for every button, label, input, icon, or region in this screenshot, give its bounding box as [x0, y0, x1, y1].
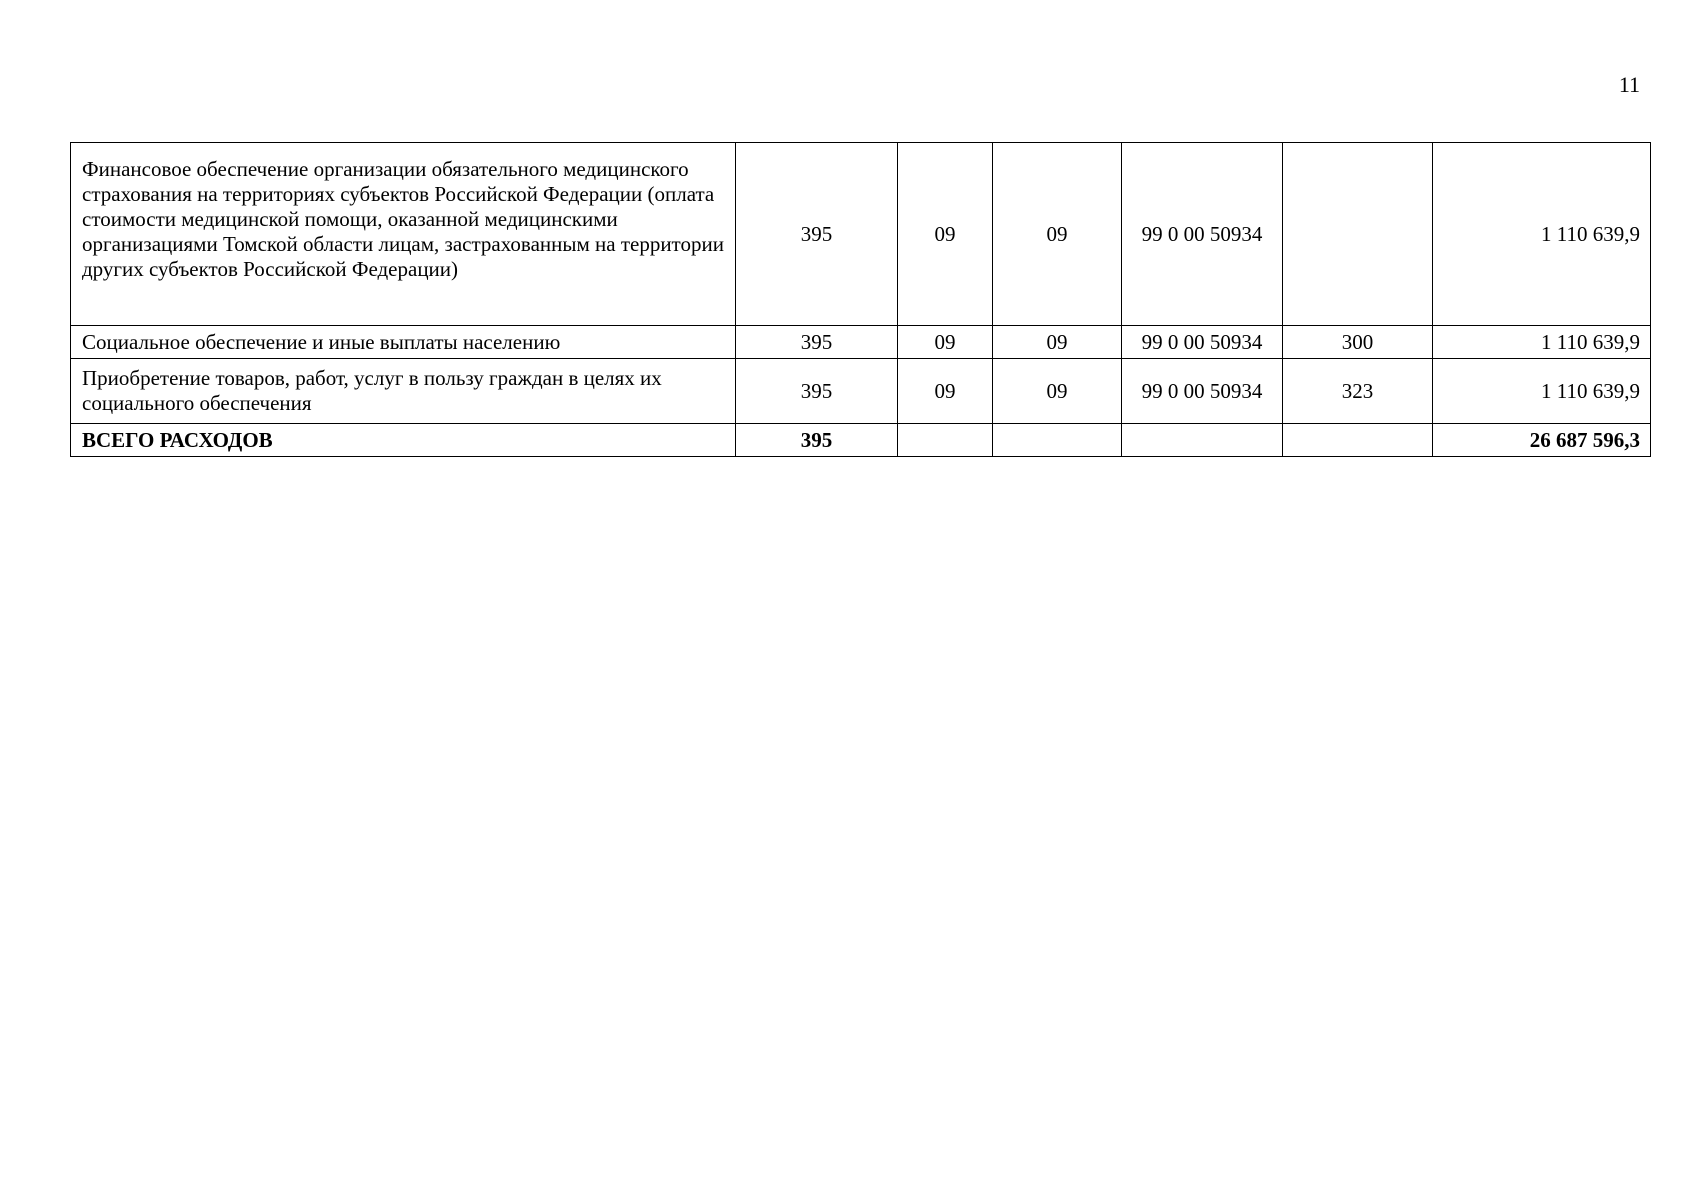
budget-table: [70, 142, 1651, 457]
row-code: 395: [736, 326, 898, 359]
row-code: 395: [736, 359, 898, 424]
table-total-row: [71, 424, 1651, 457]
page-number: 11: [1618, 72, 1640, 97]
total-label: ВСЕГО РАСХОДОВ: [71, 424, 736, 457]
row-description: Финансовое обеспечение организации обязательного медицинского страхования на территориях субъектов Российской Федерации (оплата стоимости медицинской помощи, оказанной медицинскими организациями Томской области лицам, застрахованным на территории других субъектов Российской Федерации): [71, 143, 736, 326]
row-description: Приобретение товаров, работ, услуг в пользу граждан в целях их социального обеспечения: [71, 359, 736, 424]
row-target-article: 99 0 00 50934: [1122, 326, 1283, 359]
row-amount: 1 110 639,9: [1433, 143, 1651, 326]
row-subsection: 09: [993, 143, 1122, 326]
table-row: [71, 143, 1651, 326]
row-expense-type: 323: [1283, 359, 1433, 424]
row-amount: 1 110 639,9: [1433, 326, 1651, 359]
row-subsection: 09: [993, 359, 1122, 424]
row-section: 09: [898, 326, 993, 359]
table-row: [71, 359, 1651, 424]
total-code: 395: [736, 424, 898, 457]
row-amount: 1 110 639,9: [1433, 359, 1651, 424]
row-section: 09: [898, 359, 993, 424]
total-subsection: [993, 424, 1122, 457]
row-expense-type: [1283, 143, 1433, 326]
total-section: [898, 424, 993, 457]
total-amount: 26 687 596,3: [1433, 424, 1651, 457]
table-row: [71, 326, 1651, 359]
total-target-article: [1122, 424, 1283, 457]
row-target-article: 99 0 00 50934: [1122, 359, 1283, 424]
row-description: Социальное обеспечение и иные выплаты населению: [71, 326, 736, 359]
row-expense-type: 300: [1283, 326, 1433, 359]
row-subsection: 09: [993, 326, 1122, 359]
row-target-article: 99 0 00 50934: [1122, 143, 1283, 326]
row-code: 395: [736, 143, 898, 326]
row-section: 09: [898, 143, 993, 326]
total-expense-type: [1283, 424, 1433, 457]
